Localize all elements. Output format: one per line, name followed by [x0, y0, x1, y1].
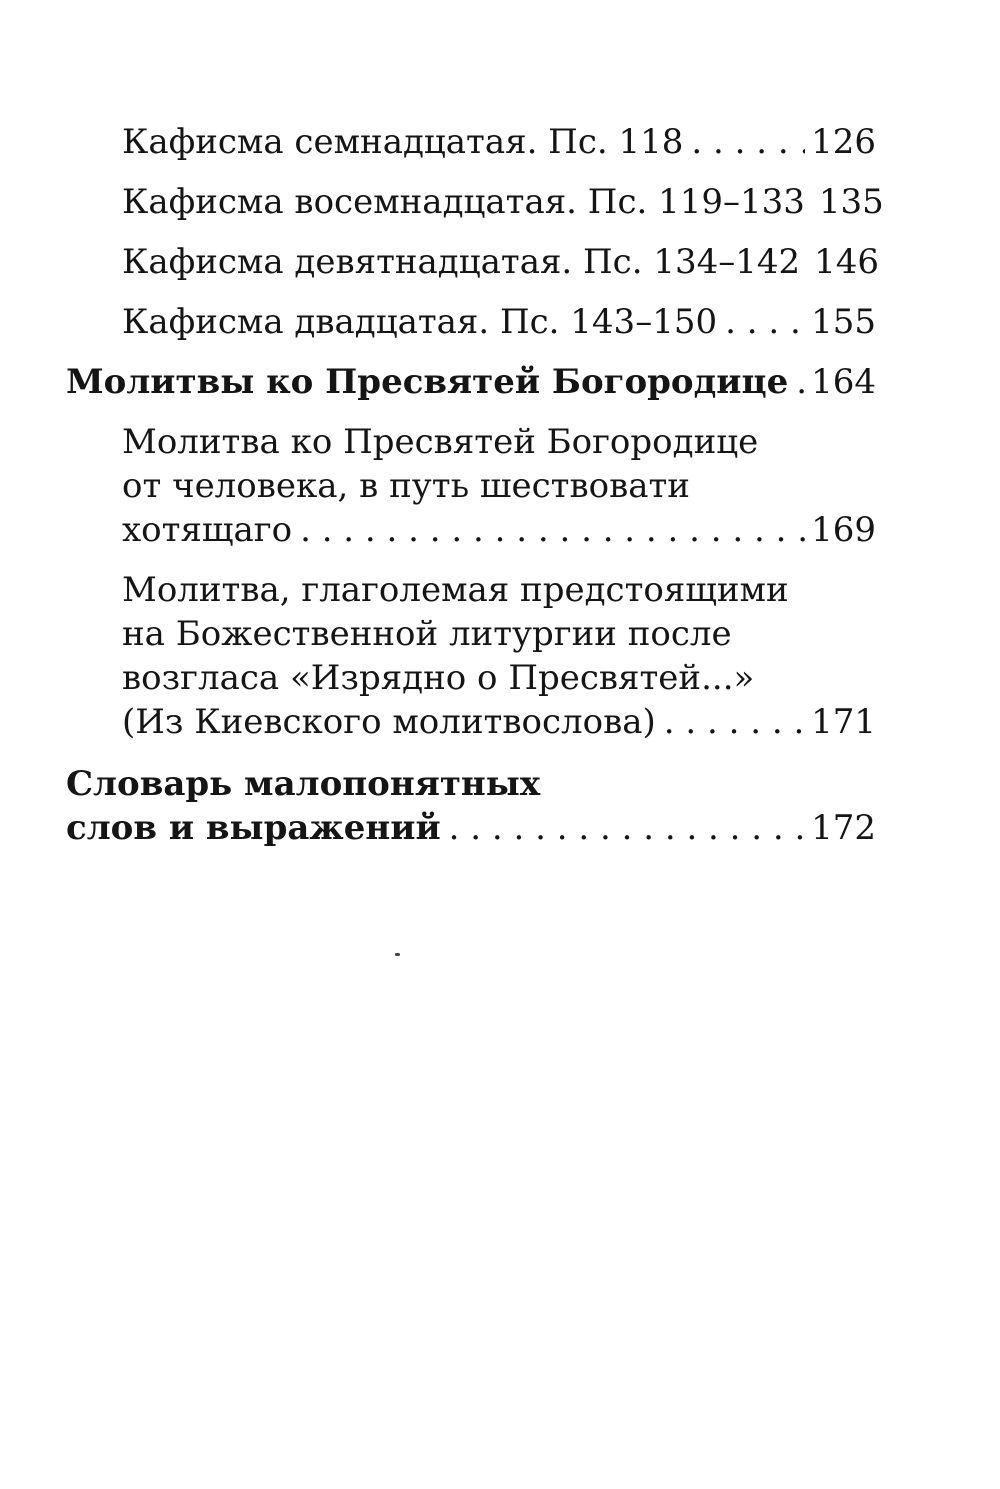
dot-leader	[691, 120, 805, 164]
toc-page-number: 135	[818, 182, 884, 222]
dot-leader	[664, 700, 805, 744]
toc-entry-line	[66, 806, 876, 850]
toc-entry-line	[122, 700, 876, 744]
dot-leader	[449, 806, 805, 850]
table-of-contents	[66, 120, 884, 866]
toc-entry-liturgy-prayer[interactable]	[66, 568, 876, 744]
toc-section-glossary[interactable]	[66, 762, 876, 850]
toc-entry-title-line: Молитва, глаголемая предстоящими	[122, 570, 789, 610]
toc-entry-title-line: от человека, в путь шествовати	[122, 466, 690, 506]
toc-entry-title: Кафисма девятнадцатая. Пс. 134–142	[122, 242, 801, 282]
dot-leader	[300, 508, 805, 552]
toc-entry-title: Кафисма восемнадцатая. Пс. 119–133	[122, 182, 805, 222]
toc-entry-line	[122, 240, 880, 284]
toc-entry-travel-prayer[interactable]	[66, 420, 876, 552]
dot-leader	[796, 360, 805, 404]
toc-section-prayers-theotokos[interactable]	[66, 360, 876, 404]
toc-entry-title-line: на Божественной литургии после	[122, 614, 732, 654]
toc-entry-title: хотящаго	[122, 510, 293, 550]
toc-entry-line	[122, 300, 876, 344]
toc-entry-kathisma-18[interactable]	[66, 180, 884, 224]
toc-section-title-line: Словарь малопонятных	[66, 764, 541, 804]
toc-entry-line	[122, 120, 876, 164]
toc-page-number: 169	[811, 510, 876, 550]
toc-section-title: слов и выражений	[66, 808, 441, 848]
toc-entry-title-line: возгласа «Изрядно о Пресвятей...»	[122, 658, 755, 698]
toc-page-number: 171	[811, 702, 876, 742]
toc-page-number: 155	[811, 302, 876, 342]
toc-page-number: 126	[811, 122, 876, 162]
toc-page-number: 172	[811, 808, 876, 848]
toc-entry-line	[122, 508, 876, 552]
toc-entry-title: (Из Киевского молитвослова)	[122, 702, 656, 742]
toc-entry-title: Кафисма двадцатая. Пс. 143–150	[122, 302, 718, 342]
toc-entry-line	[66, 360, 876, 404]
toc-entry-kathisma-20[interactable]	[66, 300, 876, 344]
toc-entry-line	[122, 180, 884, 224]
toc-page-number: 146	[814, 242, 880, 282]
dot-leader	[725, 300, 805, 344]
toc-entry-title-line: Молитва ко Пресвятей Богородице	[122, 422, 759, 462]
toc-section-title: Молитвы ко Пресвятей Богородице	[66, 362, 789, 402]
toc-page-number: 164	[811, 362, 876, 402]
toc-entry-kathisma-17[interactable]	[66, 120, 876, 164]
toc-entry-title: Кафисма семнадцатая. Пс. 118	[122, 122, 684, 162]
toc-entry-kathisma-19[interactable]	[66, 240, 880, 284]
print-speck	[395, 953, 400, 956]
